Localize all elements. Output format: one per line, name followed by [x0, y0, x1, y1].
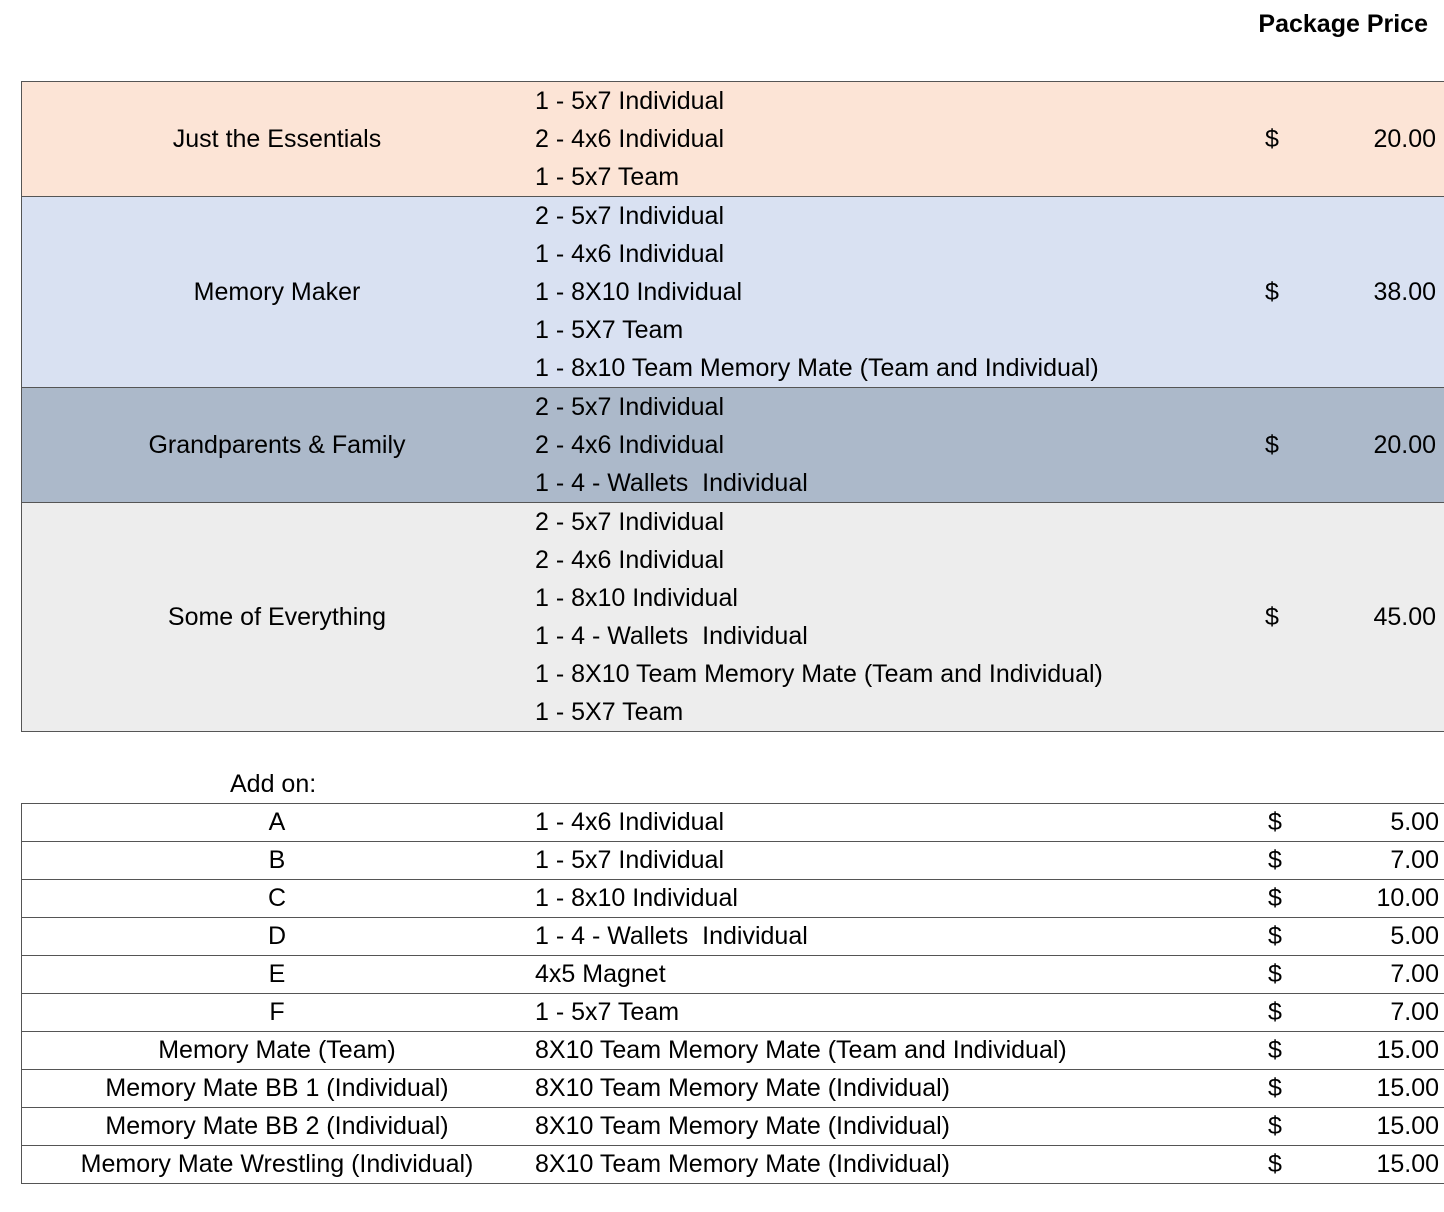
addon-price: 5.00 [1305, 804, 1444, 842]
addon-price: 15.00 [1305, 1032, 1444, 1070]
addon-description: 1 - 5x7 Team [532, 994, 1245, 1032]
packages-table [21, 81, 1444, 732]
addon-row [22, 1146, 1444, 1184]
addon-price: 5.00 [1305, 918, 1444, 956]
currency-symbol: $ [1265, 602, 1279, 631]
package-item: 1 - 5x7 Team [535, 163, 680, 191]
addon-price: 10.00 [1305, 880, 1444, 918]
addons-table [21, 803, 1444, 1184]
addon-code: A [22, 804, 533, 842]
currency-symbol: $ [1245, 1032, 1305, 1070]
package-items [532, 197, 1242, 388]
package-name: Some of Everything [167, 602, 387, 631]
package-item: 1 - 4x6 Individual [535, 240, 725, 268]
package-item: 2 - 4x6 Individual [535, 431, 725, 459]
currency-symbol: $ [1245, 956, 1305, 994]
package-name: Memory Maker [193, 277, 361, 306]
currency-symbol: $ [1265, 277, 1279, 306]
addon-price: 15.00 [1305, 1070, 1444, 1108]
addon-price: 15.00 [1305, 1108, 1444, 1146]
addon-price: 7.00 [1305, 956, 1444, 994]
package-price: 20.00 [1373, 430, 1436, 459]
package-item: 2 - 5x7 Individual [535, 393, 725, 421]
package-name: Just the Essentials [172, 124, 382, 153]
addon-label: Add on: [230, 770, 317, 798]
addon-description: 8X10 Team Memory Mate (Individual) [532, 1070, 1245, 1108]
currency-symbol: $ [1245, 1146, 1305, 1184]
package-item: 1 - 8x10 Individual [535, 584, 738, 612]
addon-price: 15.00 [1305, 1146, 1444, 1184]
package-item: 2 - 5x7 Individual [535, 202, 725, 230]
addon-row [22, 804, 1444, 842]
addon-code: B [22, 842, 533, 880]
package-item: 1 - 5X7 Team [535, 698, 684, 726]
package-price: 20.00 [1373, 124, 1436, 153]
package-item: 2 - 4x6 Individual [535, 125, 725, 153]
package-item: 1 - 8X10 Team Memory Mate (Team and Individual) [535, 660, 1103, 688]
package-price: 38.00 [1373, 277, 1436, 306]
currency-symbol: $ [1245, 994, 1305, 1032]
addon-description: 8X10 Team Memory Mate (Team and Individual) [532, 1032, 1245, 1070]
addon-code: Memory Mate BB 2 (Individual) [22, 1108, 533, 1146]
addon-row [22, 1032, 1444, 1070]
package-item: 1 - 8x10 Team Memory Mate (Team and Individual) [535, 354, 1099, 382]
currency-symbol: $ [1245, 804, 1305, 842]
package-name: Grandparents & Family [148, 430, 406, 459]
package-row [22, 503, 1444, 732]
currency-symbol: $ [1265, 124, 1279, 153]
package-item: 1 - 4 - Wallets Individual [535, 622, 808, 650]
package-row [22, 82, 1444, 197]
package-item: 2 - 4x6 Individual [535, 546, 725, 574]
addon-price: 7.00 [1305, 842, 1444, 880]
package-items [532, 503, 1242, 732]
package-row [22, 197, 1444, 388]
package-price-header: Package Price [1258, 10, 1428, 38]
currency-symbol: $ [1245, 880, 1305, 918]
addon-row [22, 994, 1444, 1032]
addon-description: 4x5 Magnet [532, 956, 1245, 994]
package-item: 1 - 5X7 Team [535, 316, 684, 344]
addon-code: C [22, 880, 533, 918]
addon-row [22, 918, 1444, 956]
package-price: 45.00 [1373, 602, 1436, 631]
currency-symbol: $ [1245, 1108, 1305, 1146]
addon-row [22, 842, 1444, 880]
addon-code: Memory Mate Wrestling (Individual) [22, 1146, 533, 1184]
package-item: 2 - 5x7 Individual [535, 508, 725, 536]
currency-symbol: $ [1245, 842, 1305, 880]
addon-code: D [22, 918, 533, 956]
addon-description: 1 - 4 - Wallets Individual [532, 918, 1245, 956]
addon-code: F [22, 994, 533, 1032]
addon-description: 1 - 4x6 Individual [532, 804, 1245, 842]
addon-description: 8X10 Team Memory Mate (Individual) [532, 1146, 1245, 1184]
package-items [532, 82, 1242, 197]
package-items [532, 388, 1242, 503]
currency-symbol: $ [1265, 430, 1279, 459]
package-item: 1 - 5x7 Individual [535, 87, 725, 115]
package-item: 1 - 8X10 Individual [535, 278, 743, 306]
addon-description: 1 - 5x7 Individual [532, 842, 1245, 880]
currency-symbol: $ [1245, 1070, 1305, 1108]
currency-symbol: $ [1245, 918, 1305, 956]
addon-row [22, 1070, 1444, 1108]
addon-code: Memory Mate (Team) [22, 1032, 533, 1070]
addon-code: Memory Mate BB 1 (Individual) [22, 1070, 533, 1108]
addon-row [22, 880, 1444, 918]
package-row [22, 388, 1444, 503]
addon-price: 7.00 [1305, 994, 1444, 1032]
addon-description: 8X10 Team Memory Mate (Individual) [532, 1108, 1245, 1146]
addon-description: 1 - 8x10 Individual [532, 880, 1245, 918]
addon-row [22, 1108, 1444, 1146]
package-item: 1 - 4 - Wallets Individual [535, 469, 808, 497]
addon-row [22, 956, 1444, 994]
addon-code: E [22, 956, 533, 994]
